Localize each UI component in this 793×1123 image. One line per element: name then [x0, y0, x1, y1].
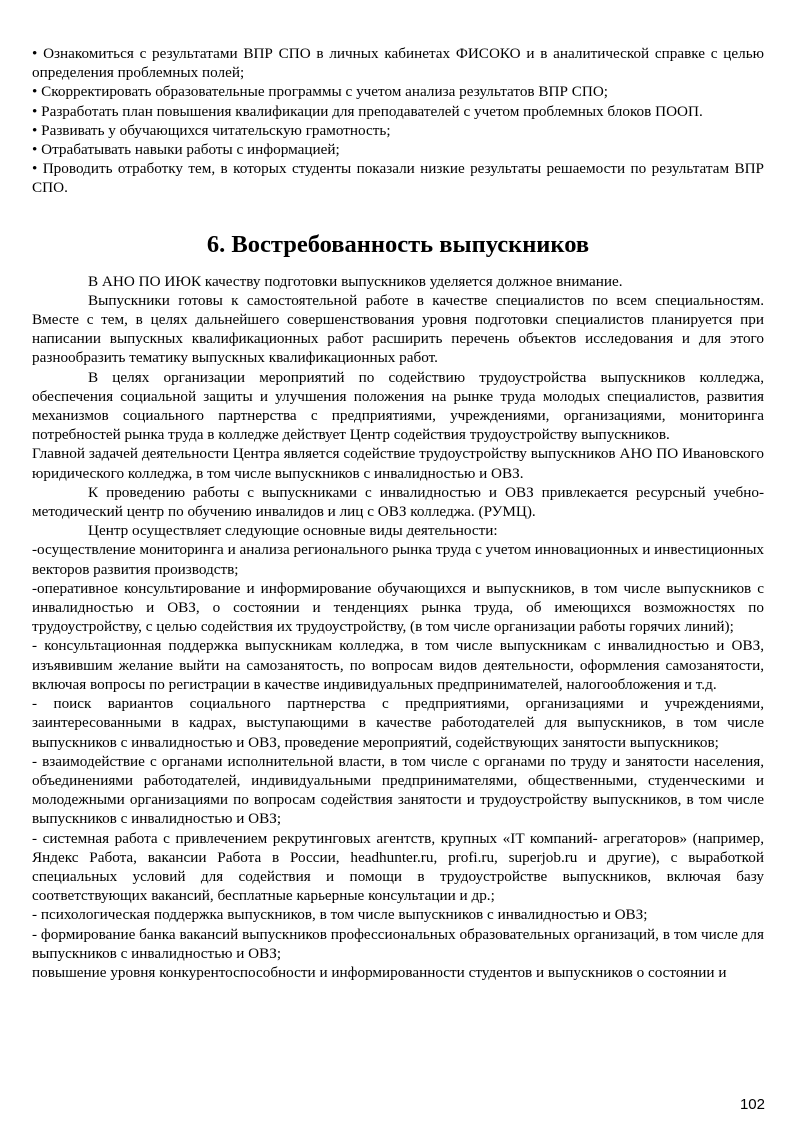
activity-item: - системная работа с привлечением рекрутинговых агентств, крупных «IT компаний- агрегаторов» (например, Яндекс Работа, вакансии Работа в России, headhunter.ru, profi.ru, superjob.ru и другие), с выработкой специальных условий для содействия и помощи в трудоустройстве выпускников, включая базу соответствующих вакансий, бесплатные карьерные консультации и др.; [32, 829, 764, 905]
page-number: 102 [739, 1096, 765, 1113]
activity-item: - консультационная поддержка выпускникам колледжа, в том числе выпускникам с инвалидностью и ОВЗ, изъявившим желание выйти на самозанятость, по вопросам видов деятельности, оформления самозанятости, включая вопросы по регистрации в качестве индивидуальных предпринимателей, налогообложения и т.д. [32, 637, 764, 693]
paragraph: К проведению работы с выпускниками с инвалидностью и ОВЗ привлекается ресурсный учебно-методический центр по обучению инвалидов и лиц с ОВЗ колледжа. (РУМЦ). [32, 483, 764, 521]
activity-item: - поиск вариантов социального партнерства с предприятиями, организациями и учреждениями, заинтересованными в кадрах, выступающими в качестве работодателей для выпускников, в том числе выпускников с инвалидностью и ОВЗ, проведение мероприятий, содействующих занятости выпускников; [32, 695, 764, 751]
paragraph: Главной задачей деятельности Центра является содействие трудоустройству выпускников АНО ПО Ивановского юридического колледжа, в том числе выпускников с инвалидностью и ОВЗ. [32, 445, 764, 482]
section-heading: 6. Востребованность выпускников [206, 230, 590, 258]
bullet-item: • Отрабатывать навыки работы с информацией; [32, 140, 764, 159]
bullet-item: • Скорректировать образовательные программы с учетом анализа результатов ВПР СПО; [32, 82, 764, 101]
paragraph: Центр осуществляет следующие основные виды деятельности: [88, 522, 498, 540]
bullet-item: • Проводить отработку тем, в которых студенты показали низкие результаты решаемости по результатам ВПР СПО. [32, 159, 764, 197]
paragraph: Выпускники готовы к самостоятельной работе в качестве специалистов по всем специальностям. Вместе с тем, в целях дальнейшего совершенствования уровня подготовки специалистов планируется при написании выпускных квалификационных работ расширить перечень объектов исследования и для этого разнообразить тематику выпускных квалификационных работ. [32, 291, 764, 367]
activity-item: повышение уровня конкурентоспособности и информированности студентов и выпускников о состоянии и [32, 963, 727, 981]
paragraph: В АНО ПО ИЮК качеству подготовки выпускников уделяется должное внимание. [88, 272, 623, 290]
activity-item: - взаимодействие с органами исполнительной власти, в том числе с органами по труду и занятости населения, объединениями работодателей, индивидуальными предпринимателями, общественными, студенческими и молодежными организациями по вопросам содействия занятости и трудоустройству выпускников, в том числе выпускников с инвалидностью и ОВЗ; [32, 752, 764, 828]
activity-item: -осуществление мониторинга и анализа регионального рынка труда с учетом инновационных и инвестиционных векторов развития производств; [32, 541, 764, 578]
bullet-item: • Разработать план повышения квалификации для преподавателей с учетом проблемных блоков ПООП. [32, 102, 764, 121]
page-content [32, 44, 764, 982]
activity-item: - психологическая поддержка выпускников, в том числе выпускников с инвалидностью и ОВЗ; [32, 906, 648, 924]
activity-item: -оперативное консультирование и информирование обучающихся и выпускников, в том числе выпускников с инвалидностью и ОВЗ, о состоянии и тенденциях рынка труда, об имеющихся возможностях по трудоустройству, с целью содействия их трудоустройству, (в том числе организации работы горячих линий); [32, 579, 764, 636]
bullet-item: • Развивать у обучающихся читательскую грамотность; [32, 121, 764, 140]
activity-item: - формирование банка вакансий выпускников профессиональных образовательных организаций, в том числе для выпускников с инвалидностью и ОВЗ; [32, 925, 764, 962]
paragraph: В целях организации мероприятий по содействию трудоустройства выпускников колледжа, обеспечения социальной защиты и улучшения положения на рынке труда молодых специалистов, развития механизмов социального партнерства с предприятиями, учреждениями, организациями, мониторинга потребностей рынка труда в колледже действует Центр содействия трудоустройству выпускников. [32, 368, 764, 444]
bullet-item: • Ознакомиться с результатами ВПР СПО в личных кабинетах ФИСОКО и в аналитической справке с целью определения проблемных полей; [32, 44, 764, 82]
